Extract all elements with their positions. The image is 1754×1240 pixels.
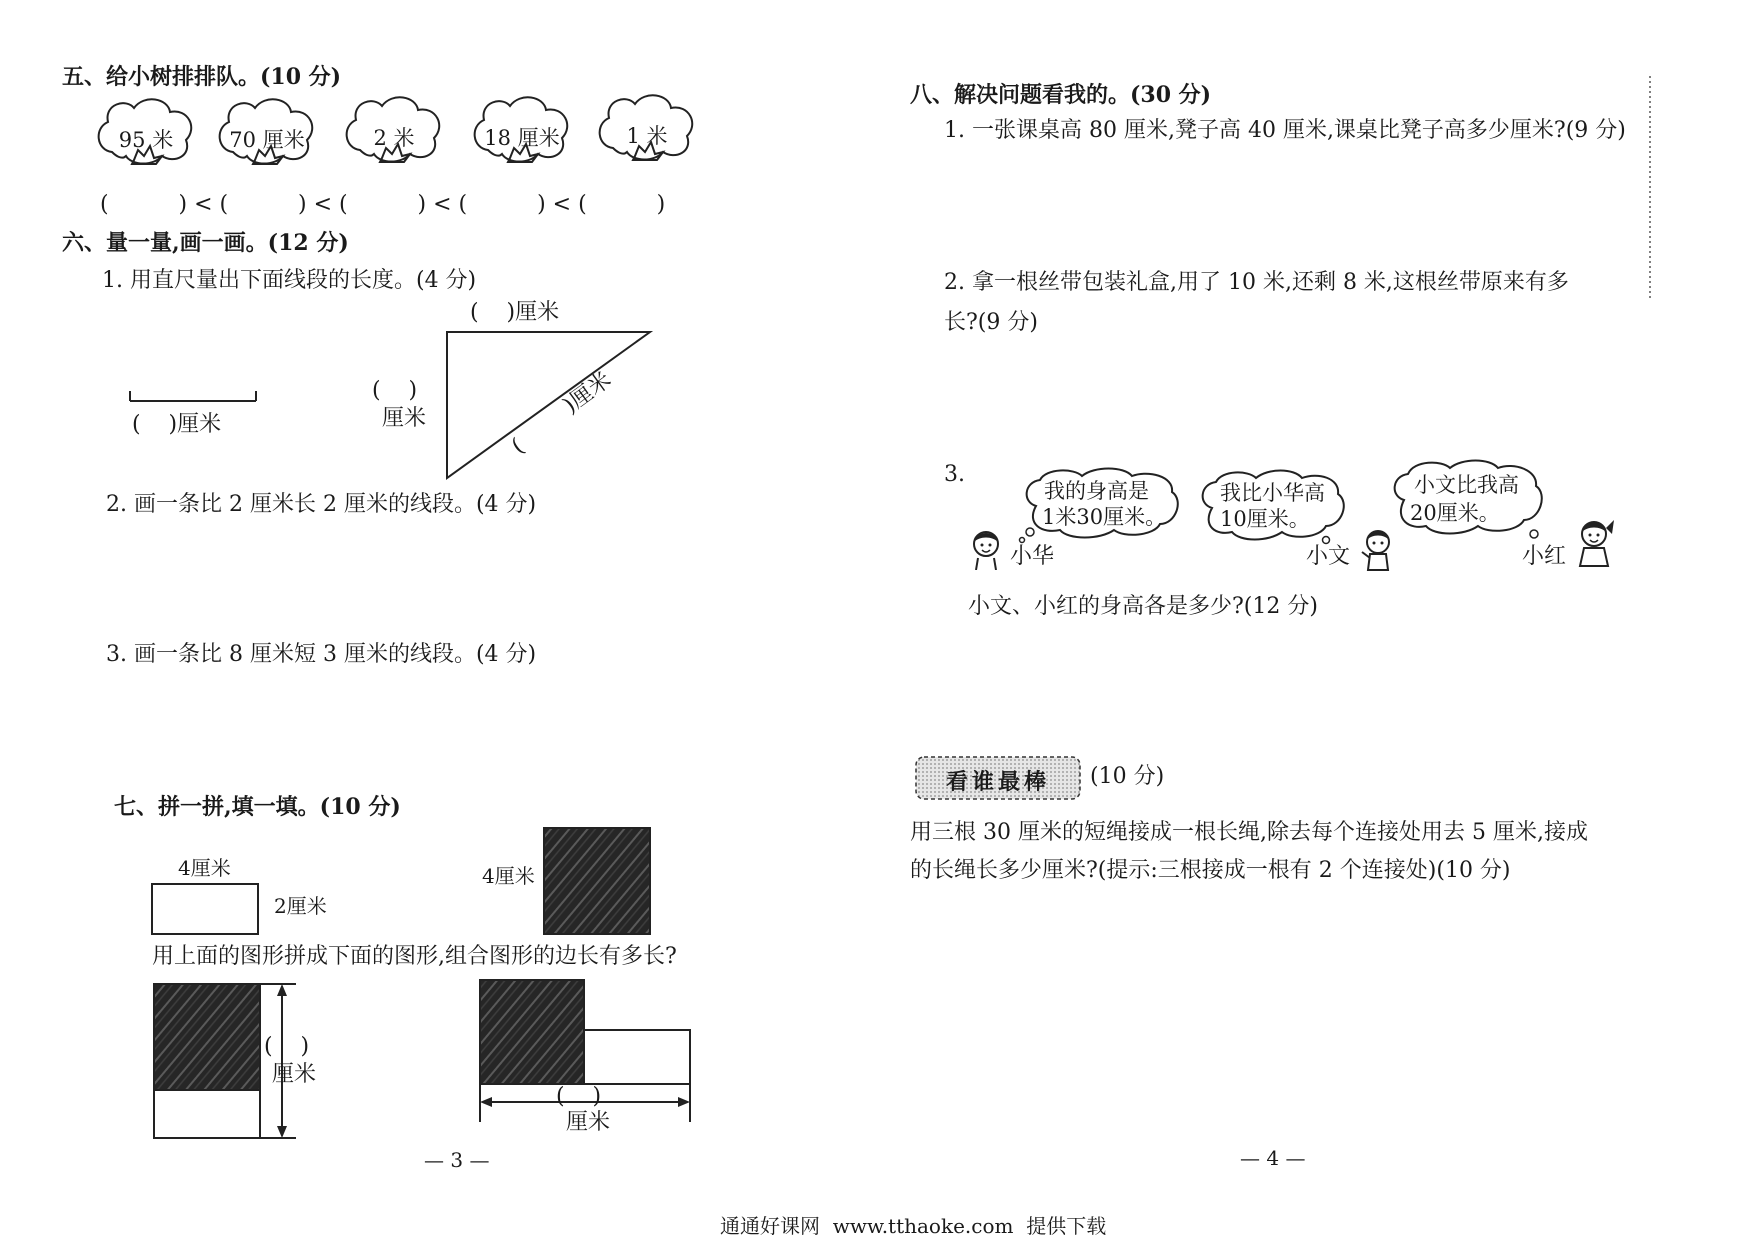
s6-question-2: 2. 画一条比 2 厘米长 2 厘米的线段。(4 分) xyxy=(106,492,537,517)
kid-name-xiaohong: 小红 xyxy=(1522,544,1567,569)
triangle-left-unit: 厘米 xyxy=(382,406,427,431)
s8-question-3-number: 3. xyxy=(944,462,965,487)
bubble-text-line1: 我的身高是 xyxy=(1044,479,1149,503)
rect-side-label: 2厘米 xyxy=(274,894,327,918)
square-side-label: 4厘米 xyxy=(482,864,535,888)
section-6-title: 六、量一量,画一画。(12 分) xyxy=(62,230,349,256)
tree-label: 70 厘米 xyxy=(229,128,305,152)
bubble-text-line2: 1米30厘米。 xyxy=(1042,505,1167,529)
section-8-title: 八、解决问题看我的。(30 分) xyxy=(910,82,1212,108)
bubble-text-line2: 20厘米。 xyxy=(1410,501,1500,525)
triangle-top-label[interactable]: ( )厘米 xyxy=(470,300,560,325)
s8-question-2-line2: 长?(9 分) xyxy=(944,310,1038,335)
section-5-title: 五、给小树排排队。(10 分) xyxy=(62,64,342,90)
kid-name-xiaohua: 小华 xyxy=(1010,544,1055,569)
bonus-badge-label: 看谁最棒 xyxy=(945,769,1050,795)
page-number-4: — 4 — xyxy=(1240,1146,1306,1170)
s6-question-1: 1. 用直尺量出下面线段的长度。(4 分) xyxy=(102,268,477,293)
fig1-unit: 厘米 xyxy=(272,1062,317,1087)
triangle-hyp-open[interactable]: ( xyxy=(507,433,529,460)
fig2-paren[interactable]: ( ) xyxy=(556,1084,602,1109)
bonus-question-line1: 用三根 30 厘米的短绳接成一根长绳,除去每个连接处用去 5 厘米,接成 xyxy=(910,820,1588,845)
page-number-3: — 3 — xyxy=(424,1148,490,1172)
s8-question-2-line1: 2. 拿一根丝带包装礼盒,用了 10 米,还剩 8 米,这根丝带原来有多 xyxy=(944,270,1569,295)
triangle-hyp-unit: )厘米 xyxy=(558,367,617,419)
footer-source: 通通好课网 www.tthaoke.com 提供下载 xyxy=(720,1214,1107,1238)
bubble-text-line1: 我比小华高 xyxy=(1220,481,1325,505)
bubble-text-line1: 小文比我高 xyxy=(1414,473,1519,497)
segment-length-label[interactable]: ( )厘米 xyxy=(132,412,222,437)
order-answer-row[interactable]: ( ) < ( ) < ( ) < ( ) < ( ) xyxy=(100,192,666,217)
section-7-title: 七、拼一拼,填一填。(10 分) xyxy=(114,794,401,820)
kid-name-xiaowen: 小文 xyxy=(1306,544,1351,569)
bonus-question-line2: 的长绳长多少厘米?(提示:三根接成一根有 2 个连接处)(10 分) xyxy=(910,858,1511,883)
rect-top-label: 4厘米 xyxy=(178,856,231,880)
tree-label: 1 米 xyxy=(626,124,668,148)
bubble-text-line2: 10厘米。 xyxy=(1220,507,1310,531)
s8-question-3-ask: 小文、小红的身高各是多少?(12 分) xyxy=(968,594,1318,619)
tree-label: 95 米 xyxy=(118,128,174,152)
bonus-score: (10 分) xyxy=(1090,764,1165,789)
tree-label: 2 米 xyxy=(373,126,415,150)
fig2-unit: 厘米 xyxy=(566,1110,611,1135)
tree-label: 18 厘米 xyxy=(484,126,560,150)
fig1-paren[interactable]: ( ) xyxy=(264,1034,310,1059)
s8-question-1: 1. 一张课桌高 80 厘米,凳子高 40 厘米,课桌比凳子高多少厘米?(9 分) xyxy=(944,118,1626,143)
s6-question-3: 3. 画一条比 8 厘米短 3 厘米的线段。(4 分) xyxy=(106,642,537,667)
triangle-left-paren[interactable]: ( ) xyxy=(372,378,418,403)
s7-question: 用上面的图形拼成下面的图形,组合图形的边长有多长? xyxy=(152,944,677,969)
